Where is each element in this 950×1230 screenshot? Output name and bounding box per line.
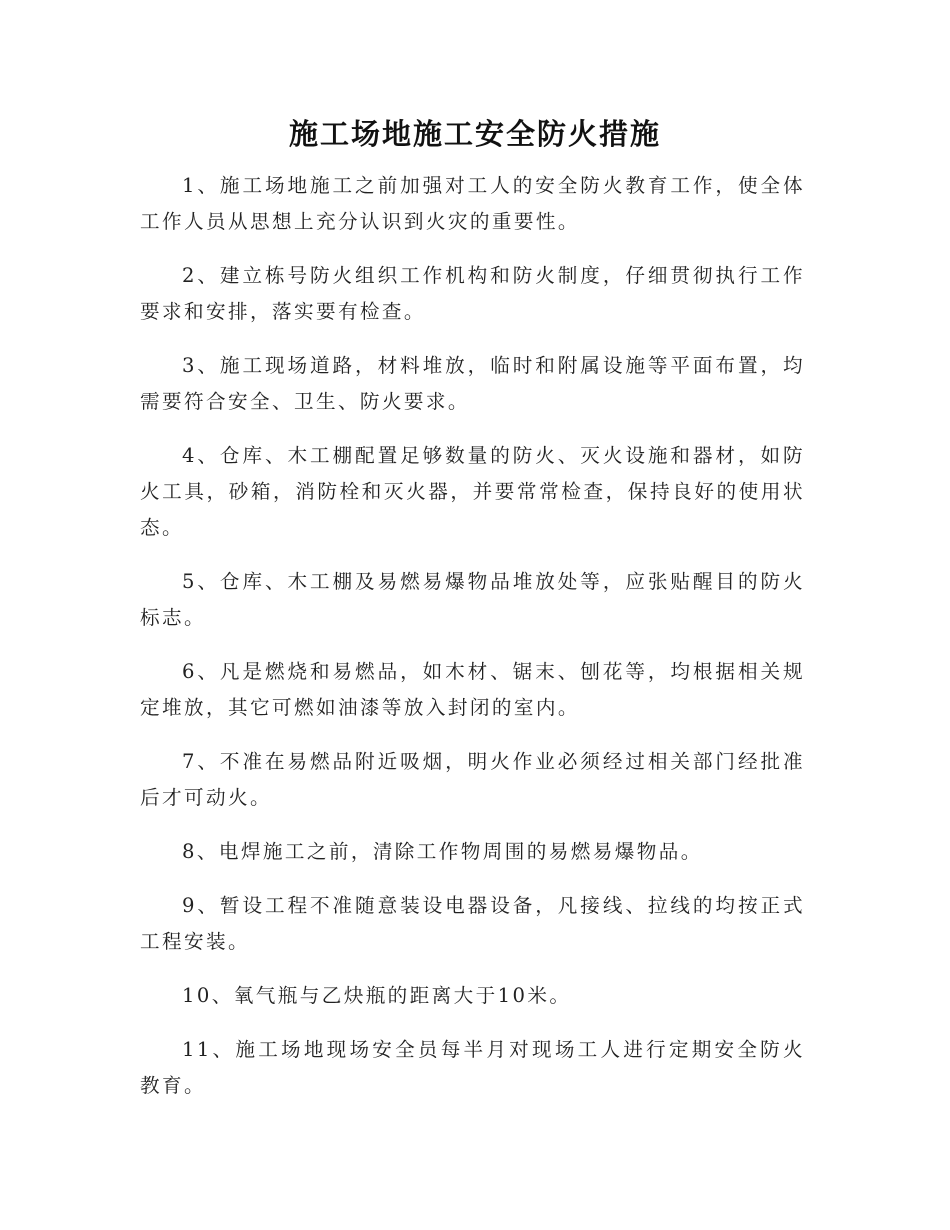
paragraph-4: 4、仓库、木工棚配置足够数量的防火、灭火设施和器材，如防火工具，砂箱，消防栓和灭火器，并要常常检查，保持良好的使用状态。 xyxy=(140,444,805,539)
paragraph-10: 10、氧气瓶与乙炔瓶的距离大于10米。 xyxy=(182,984,572,1007)
paragraph-1: 1、施工场地施工之前加强对工人的安全防火教育工作，使全体工作人员从思想上充分认识到火灾的重要性。 xyxy=(140,174,805,233)
document-body xyxy=(140,168,805,1122)
paragraph-5: 5、仓库、木工棚及易燃易爆物品堆放处等，应张贴醒目的防火标志。 xyxy=(140,570,805,629)
document-title: 施工场地施工安全防火措施 xyxy=(288,117,661,151)
paragraph-11: 11、施工场地现场安全员每半月对现场工人进行定期安全防火教育。 xyxy=(140,1038,805,1097)
paragraph-7: 7、不准在易燃品附近吸烟，明火作业必须经过相关部门经批准后才可动火。 xyxy=(140,750,805,809)
paragraph-3: 3、施工现场道路，材料堆放，临时和附属设施等平面布置，均需要符合安全、卫生、防火要求。 xyxy=(140,354,805,413)
paragraph-6: 6、凡是燃烧和易燃品，如木材、锯末、刨花等，均根据相关规定堆放，其它可燃如油漆等放入封闭的室内。 xyxy=(140,660,805,719)
paragraph-8: 8、电焊施工之前，清除工作物周围的易燃易爆物品。 xyxy=(182,840,703,863)
paragraph-9: 9、暂设工程不准随意装设电器设备，凡接线、拉线的均按正式工程安装。 xyxy=(140,894,805,953)
paragraph-2: 2、建立栋号防火组织工作机构和防火制度，仔细贯彻执行工作要求和安排，落实要有检查。 xyxy=(140,264,805,323)
